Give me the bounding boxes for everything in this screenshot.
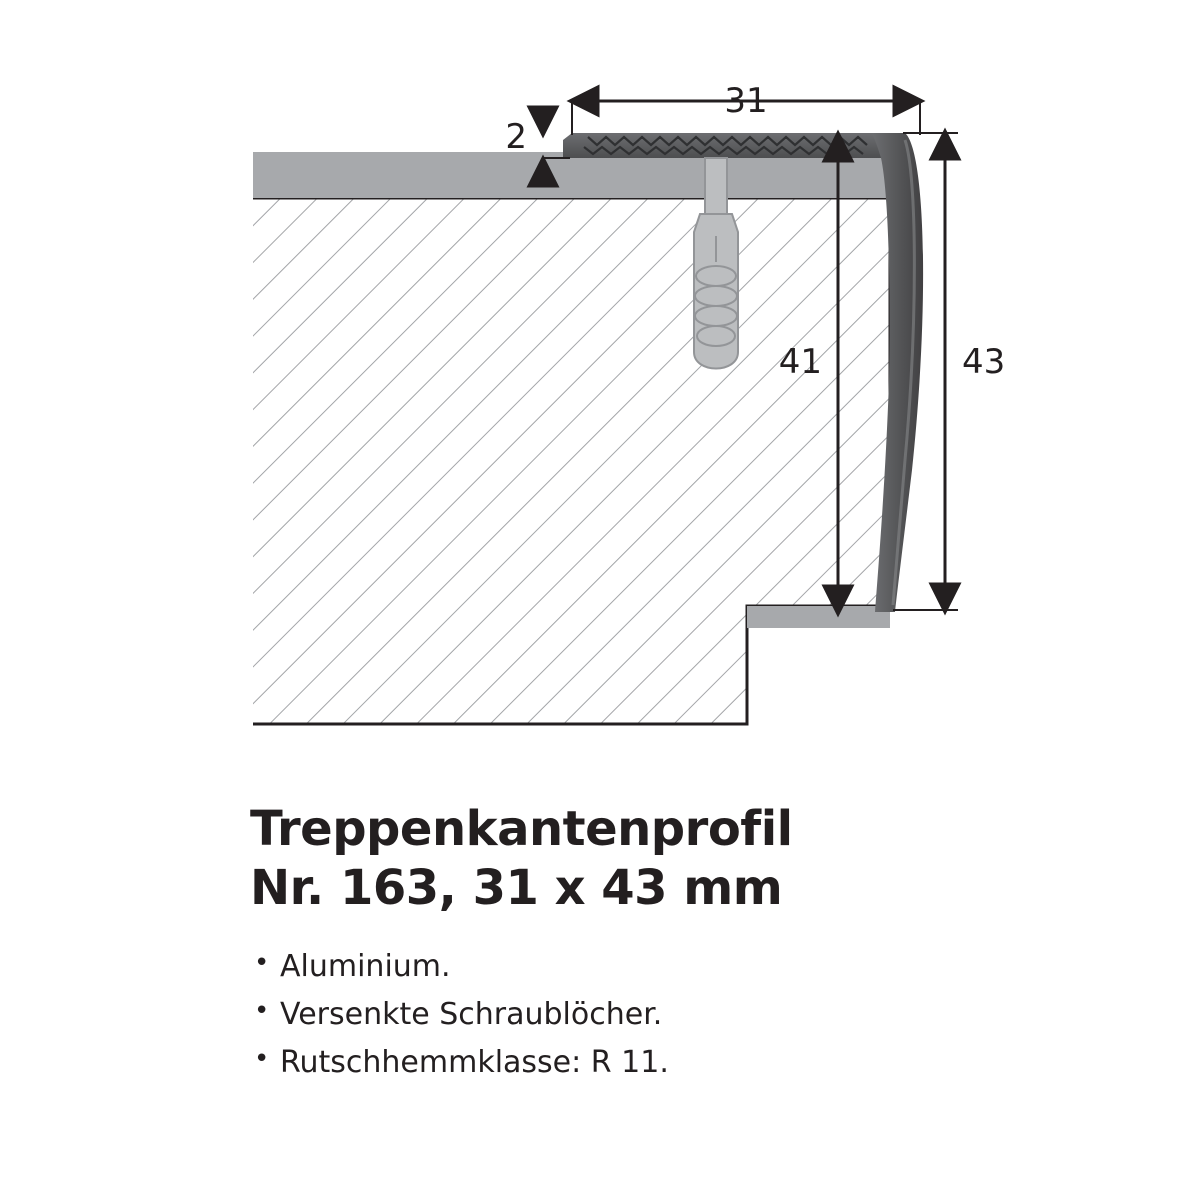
list-item: • Versenkte Schraublöcher. — [250, 991, 1150, 1039]
product-title-line1: Treppenkantenprofil — [250, 801, 793, 857]
dimension-width-31 — [572, 81, 920, 135]
list-item: • Rutschhemmklasse: R 11. — [250, 1039, 1150, 1087]
caption-block — [250, 800, 1150, 1087]
dimension-label-31: 31 — [724, 81, 768, 121]
dimension-label-43: 43 — [962, 342, 1006, 382]
list-item: • Aluminium. — [250, 943, 1150, 991]
stair-step-body — [253, 198, 890, 724]
product-title-line2: Nr. 163, 31 x 43 mm — [250, 859, 783, 916]
dimension-label-41: 41 — [778, 342, 822, 382]
dimension-label-2: 2 — [505, 117, 527, 157]
product-title — [250, 800, 1150, 917]
feature-list — [250, 943, 1150, 1087]
